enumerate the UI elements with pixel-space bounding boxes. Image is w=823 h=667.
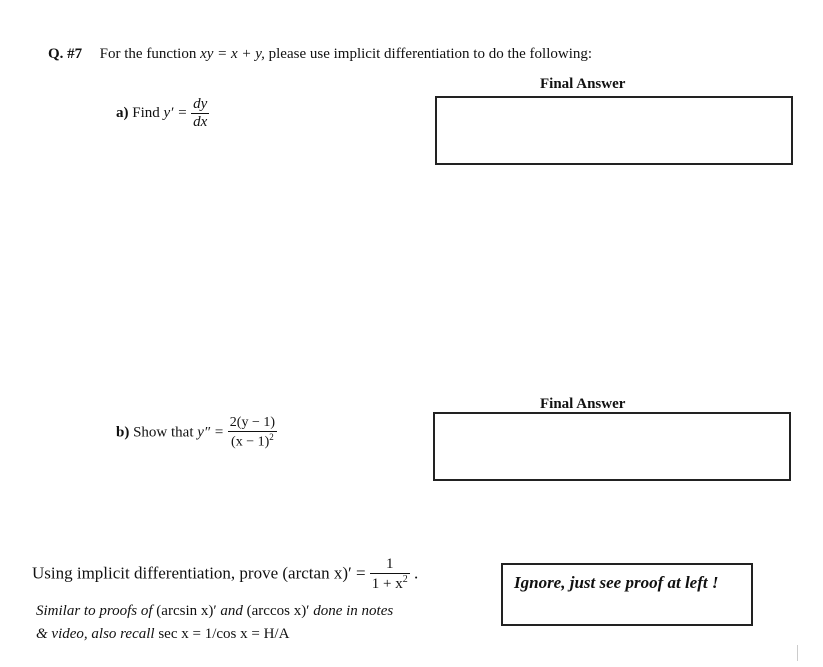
part-b-letter: b): [116, 424, 130, 441]
part-c-note-line-2: [36, 626, 289, 643]
part-b-prompt: [116, 415, 277, 451]
part-b-den-exponent: 2: [269, 432, 274, 442]
part-c-text: Using implicit differentiation, prove: [32, 563, 279, 583]
part-c-end: .: [414, 563, 419, 583]
note-2b: sec x = 1/cos x = H/A: [158, 626, 290, 642]
note-1e: done in notes: [313, 603, 394, 619]
part-c-note-line-1: [36, 603, 393, 620]
part-a-fraction: [191, 96, 209, 131]
question-label: Q. #7: [48, 46, 83, 62]
part-c-prompt: [32, 556, 418, 593]
part-c-numerator: 1: [386, 556, 394, 572]
note-1d: (arccos x)′: [246, 603, 310, 619]
answer-box-a[interactable]: [435, 96, 793, 165]
note-2a: & video, also recall: [36, 626, 155, 642]
part-a-letter: a): [116, 104, 129, 121]
note-1a: Similar to proofs of: [36, 603, 153, 619]
final-answer-label-a: Final Answer: [540, 76, 626, 92]
question-intro: For the function: [99, 46, 197, 62]
part-b-fraction: [228, 415, 277, 451]
part-a-denominator: dx: [193, 114, 208, 130]
part-a-numerator: dy: [193, 96, 208, 112]
part-a-prompt: [116, 96, 209, 131]
answer-box-b[interactable]: [433, 412, 791, 481]
part-b-numerator: 2(y − 1): [229, 415, 276, 430]
part-b-lhs: y″ =: [197, 424, 225, 441]
part-c-fraction: [370, 556, 410, 593]
question-header: [48, 46, 592, 63]
part-b-denominator-wrap: [228, 431, 277, 451]
part-c-denominator-wrap: [370, 573, 410, 593]
question-instruction: please use implicit differentiation to do the following:: [268, 46, 593, 62]
question-function: xy = x + y,: [200, 46, 265, 62]
part-b-text: Show that: [133, 424, 194, 441]
note-1b: (arcsin x)′: [156, 603, 217, 619]
part-a-lhs: y′ =: [163, 104, 188, 121]
part-b-denominator: (x − 1): [231, 434, 270, 450]
part-a-text: Find: [132, 104, 160, 121]
final-answer-label-b: Final Answer: [540, 396, 626, 412]
part-c-denominator: 1 + x: [371, 576, 403, 592]
note-1c: and: [220, 603, 243, 619]
scan-mark: [797, 645, 798, 661]
part-c-den-exponent: 2: [402, 574, 408, 585]
answer-c-text: Ignore, just see proof at left !: [514, 573, 719, 592]
part-c-lhs: (arctan x)′ =: [282, 563, 366, 583]
